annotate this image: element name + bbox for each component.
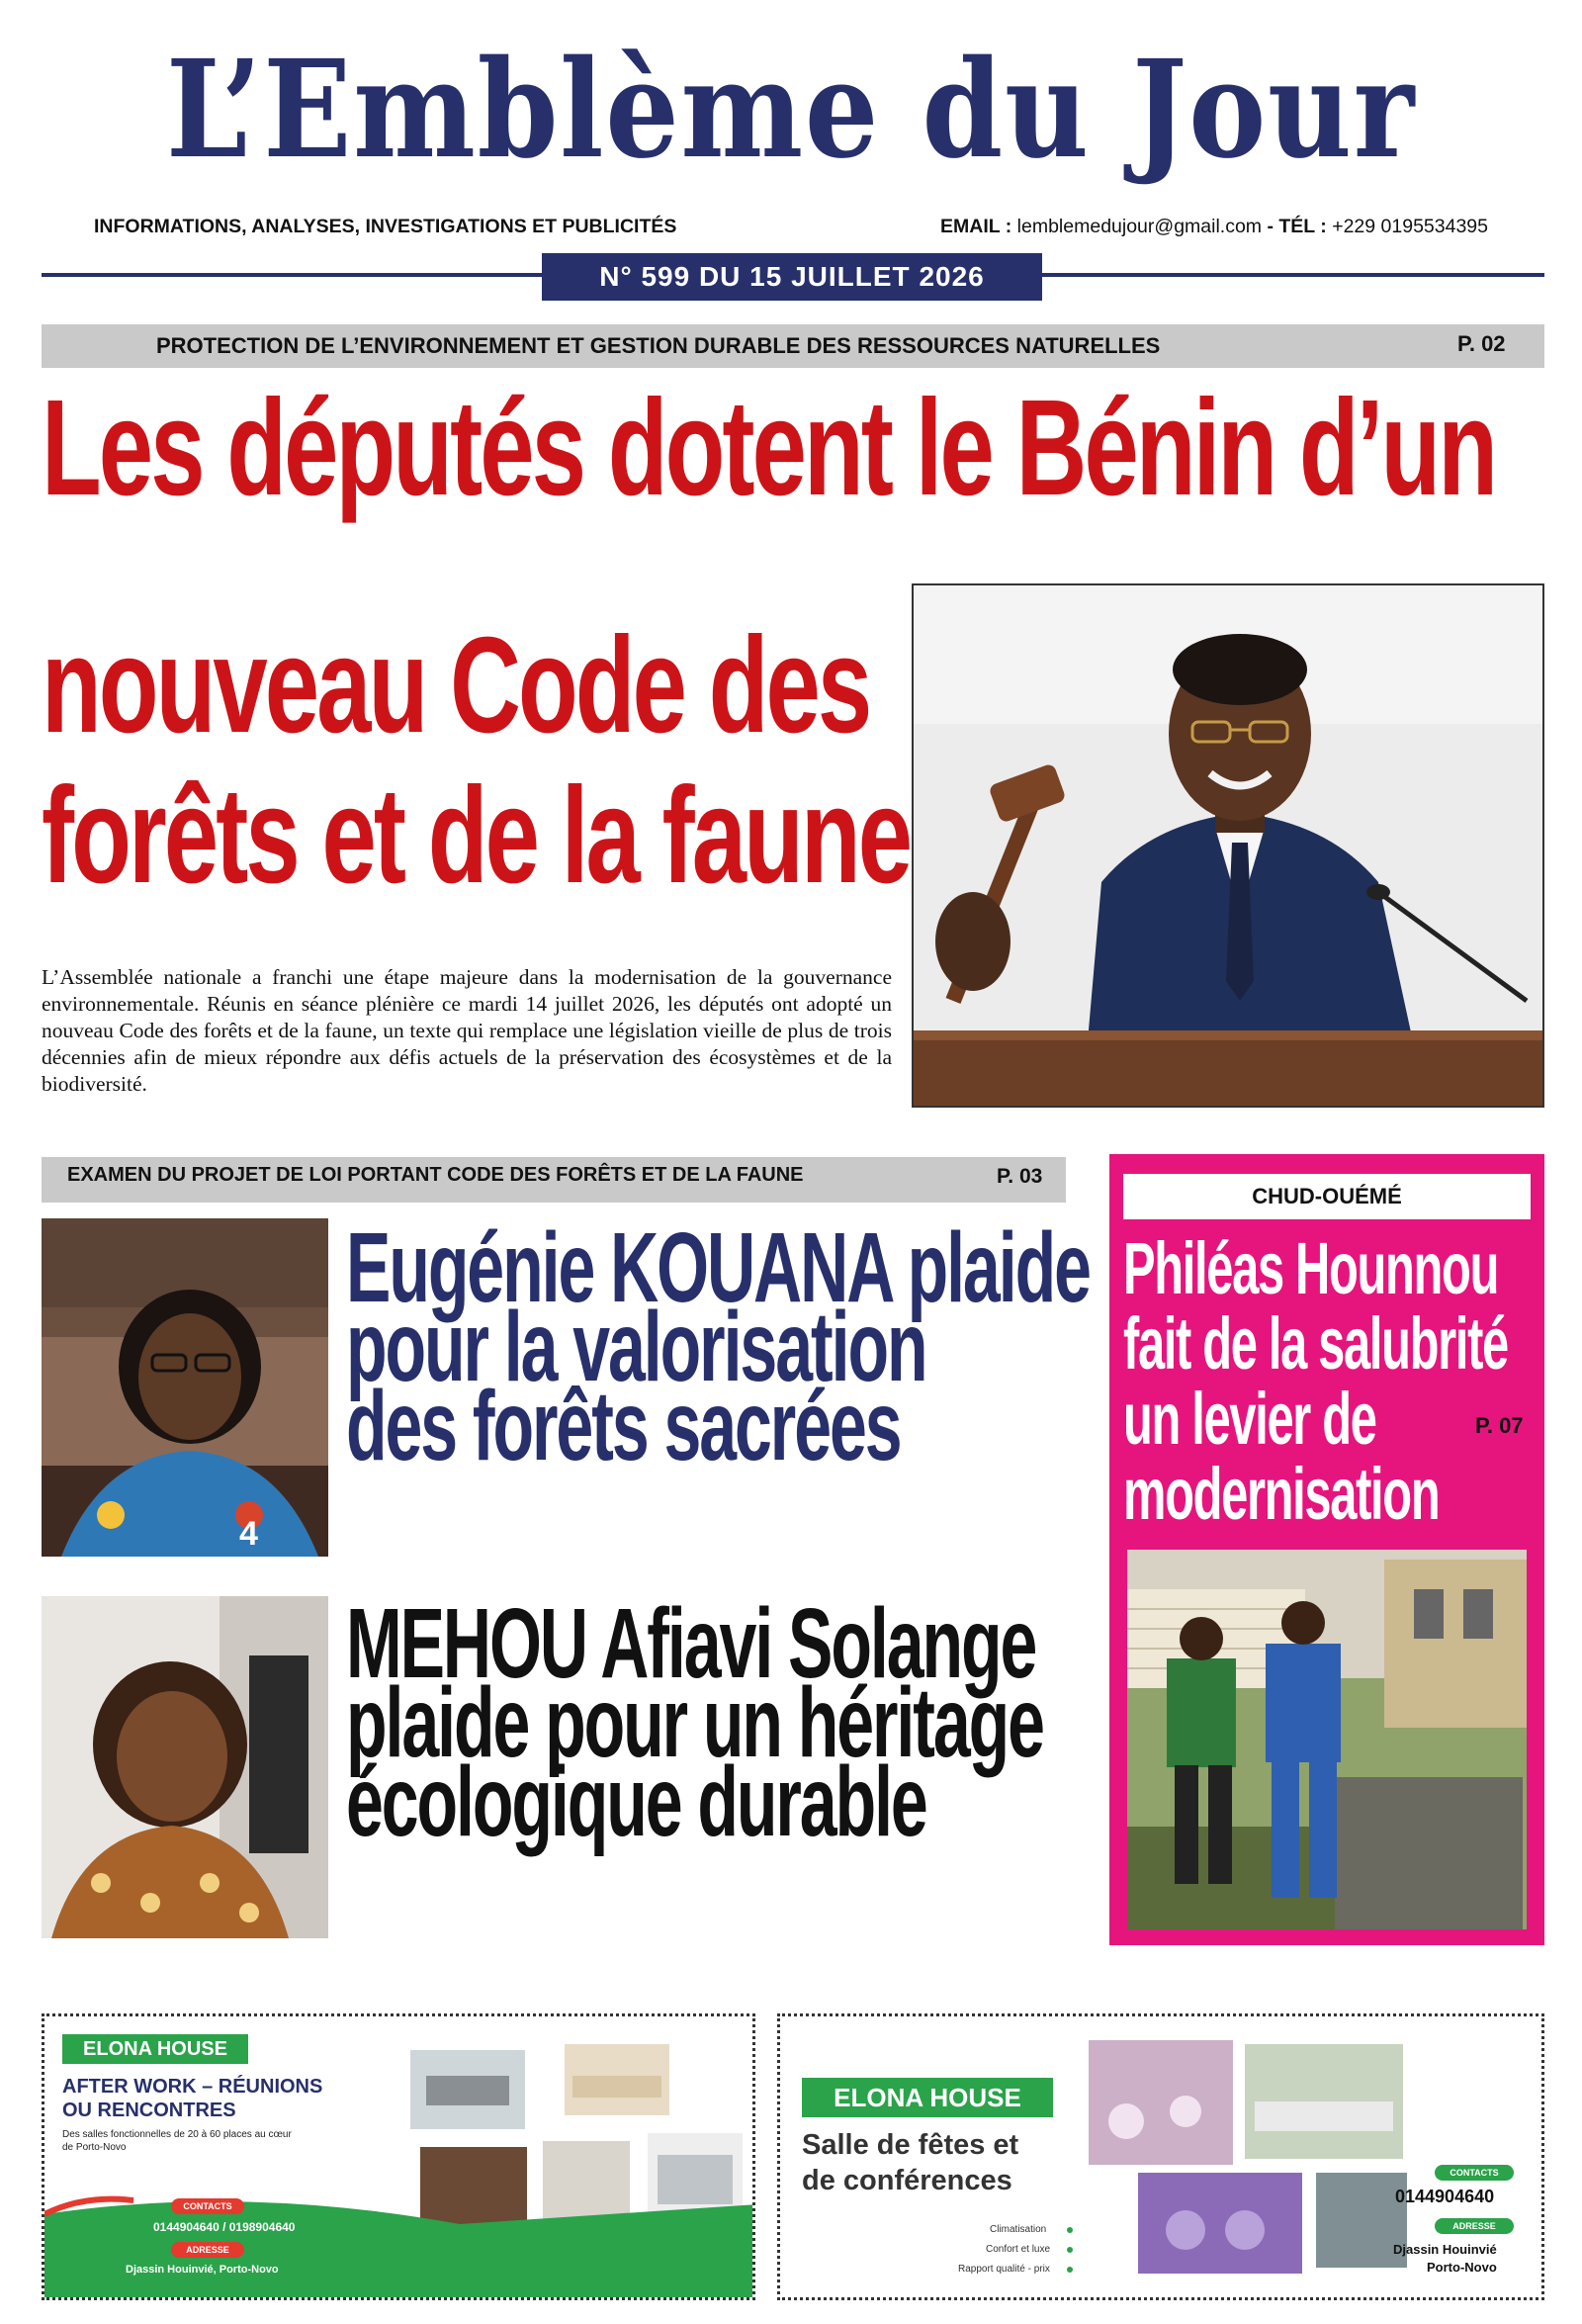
ad-elona-house-after-work[interactable] <box>42 2013 755 2300</box>
pink-headline-line4: modernisation <box>1123 1453 1440 1535</box>
newspaper-logo-title: L’Emblème du Jour <box>165 31 1417 189</box>
lead-headline-line1: Les députés dotent le Bénin d’un <box>42 372 1496 524</box>
section2-page-ref[interactable]: P. 03 <box>997 1165 1043 1188</box>
ad2-brand-tag: ELONA HOUSE <box>802 2078 1053 2117</box>
story2-headline-line3: écologique durable <box>346 1746 926 1857</box>
lead-headline-line3: forêts et de la faune <box>42 760 911 912</box>
pink-feature-box <box>1109 1154 1544 1945</box>
ad1-address-pill: ADRESSE <box>171 2242 244 2258</box>
ad2-address-line1: Djassin Houinvié <box>1393 2242 1497 2257</box>
ad2-address-line2: Porto-Novo <box>1427 2260 1497 2275</box>
ad2-feature2: Confort et luxe <box>986 2244 1051 2255</box>
contact-line <box>940 216 1488 238</box>
ad1-title-line2: OU RENCONTRES <box>62 2100 236 2121</box>
lead-kicker-bar <box>42 324 1544 368</box>
ad2-feature3: Rapport qualité - prix <box>958 2264 1050 2275</box>
lead-kicker: PROTECTION DE L’ENVIRONNEMENT ET GESTION DURABLE DES RESSOURCES NATURELLES <box>156 333 1161 358</box>
ad1-phones[interactable]: 0144904640 / 0198904640 <box>153 2220 296 2234</box>
email-address[interactable]: lemblemedujour@gmail.com <box>1016 216 1263 237</box>
pink-photo-site-visit <box>1127 1550 1527 1929</box>
ad1-desc-line1: Des salles fonctionnelles de 20 à 60 places au cœur <box>62 2129 292 2140</box>
ad2-title-line1: Salle de fêtes et <box>802 2129 1019 2161</box>
story1-headline-line1: Eugénie KOUANA plaide <box>346 1212 1090 1323</box>
story1-headline-line2: pour la valorisation <box>346 1292 926 1402</box>
story2-headline-line2: plaide pour un héritage <box>346 1667 1043 1778</box>
ad1-title-line1: AFTER WORK – RÉUNIONS <box>62 2076 323 2098</box>
story1-headline-line3: des forêts sacrées <box>346 1371 901 1481</box>
lead-page-ref[interactable]: P. 02 <box>1457 331 1506 356</box>
tel-number: +229 0195534395 <box>1332 216 1488 237</box>
ad2-feature-bullets <box>1067 2227 1075 2279</box>
ad2-phone[interactable]: 0144904640 <box>1395 2187 1495 2206</box>
masthead <box>0 31 1582 189</box>
lead-body-text: L’Assemblée nationale a franchi une étape majeure dans la modernisation de la gouvernance environnementale. Réunis en séance plénière ce mardi 14 juillet 2026, les députés ont adopté un nouveau Code des forêts et de la faune, un texte qui remplace une législation vieille de plus de trois décennies afin de mieux répondre aux défis actuels de la préservation des écosystèmes et de la biodiversité. <box>42 965 892 1096</box>
lead-photo-speaker-gavel <box>912 583 1544 1108</box>
ad2-bullet-dot <box>1067 2247 1073 2253</box>
ad2-feature1: Climatisation <box>990 2224 1047 2235</box>
ad1-brand-tag: ELONA HOUSE <box>62 2034 248 2064</box>
ad1-green-wave <box>44 2175 755 2300</box>
email-label: EMAIL : <box>940 216 1012 237</box>
ad2-contacts-pill: CONTACTS <box>1435 2165 1514 2181</box>
tagline: INFORMATIONS, ANALYSES, INVESTIGATIONS ET PUBLICITÉS <box>94 216 677 237</box>
ad1-address: Djassin Houinvié, Porto-Novo <box>126 2264 279 2276</box>
pink-kicker: CHUD-OUÉMÉ <box>1123 1174 1531 1219</box>
tel-label: - TÉL : <box>1267 216 1327 237</box>
ad1-desc-line2: de Porto-Novo <box>62 2142 127 2153</box>
story2-photo-portrait <box>42 1596 328 1938</box>
lead-headline-line2: nouveau Code des <box>42 609 870 761</box>
section2-kicker-bar <box>42 1157 1066 1203</box>
ad1-contacts-pill: CONTACTS <box>171 2198 244 2214</box>
pink-page-ref[interactable]: P. 07 <box>1475 1413 1524 1438</box>
ad2-hall-photos <box>1077 2032 1413 2279</box>
pink-headline-line1: Philéas Hounnou <box>1123 1227 1499 1309</box>
section2-kicker: EXAMEN DU PROJET DE LOI PORTANT CODE DES FORÊTS ET DE LA FAUNE <box>67 1164 804 1186</box>
pink-headline-line2: fait de la salubrité <box>1123 1302 1508 1385</box>
ad2-bullet-dot <box>1067 2227 1073 2233</box>
story2-headline-line1: MEHOU Afiavi Solange <box>346 1588 1036 1699</box>
ad-elona-house-salle-fetes[interactable] <box>777 2013 1544 2300</box>
issue-badge: N° 599 DU 15 JUILLET 2026 <box>542 253 1042 301</box>
story1-photo-portrait <box>42 1218 328 1557</box>
ad2-address-pill: ADRESSE <box>1435 2218 1514 2234</box>
ad2-title-line2: de conférences <box>802 2165 1012 2196</box>
pink-headline-line3: un levier de <box>1123 1378 1376 1460</box>
svg-text:4: 4 <box>239 1515 258 1553</box>
tagline-row <box>94 216 1488 241</box>
ad2-bullet-dot <box>1067 2267 1073 2273</box>
